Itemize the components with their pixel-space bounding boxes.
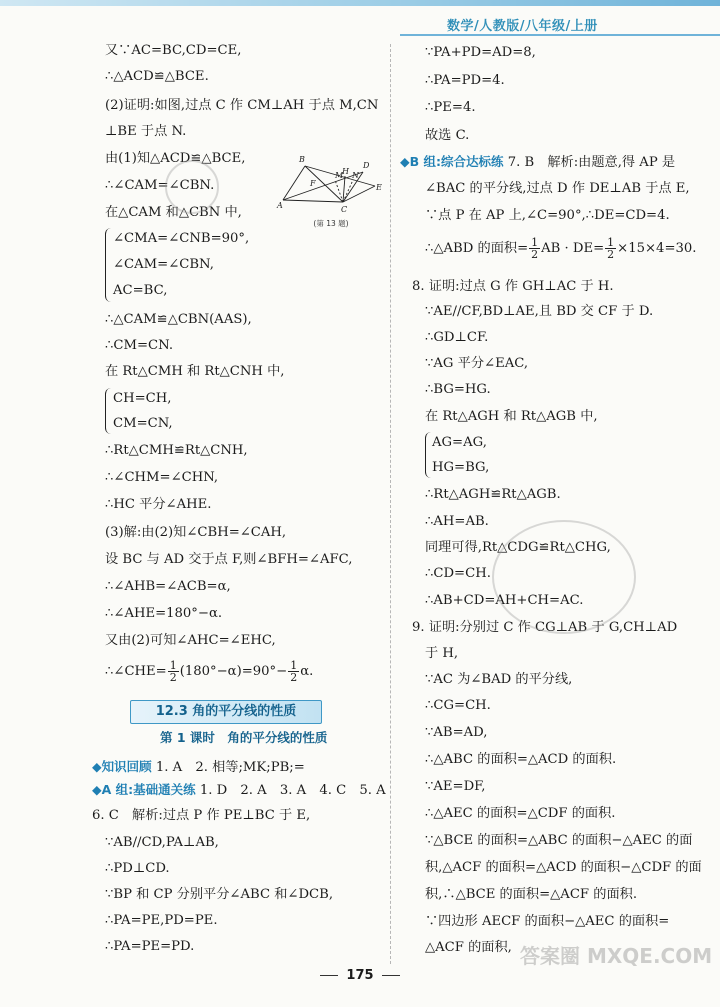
text-line: ∵四边形 AECF 的面积−△AEC 的面积= — [425, 914, 670, 929]
text-line: ∴△AEC 的面积=△CDF 的面积. — [425, 806, 616, 821]
text-line: ∴∠AHE=180°−α. — [105, 606, 223, 621]
system-brace — [425, 432, 432, 478]
text-line: 积,△ACF 的面积=△ACD 的面积−△CDF 的面 — [425, 860, 702, 875]
text-line: ∵AC 为∠BAD 的平分线, — [425, 672, 573, 687]
text-line: ∴Rt△CMH≌Rt△CNH, — [105, 443, 248, 458]
text-line: 8. 证明:过点 G 作 GH⊥AC 于 H. — [412, 279, 614, 294]
header-band — [0, 0, 720, 6]
label-b: B — [299, 155, 305, 164]
text-line: ∵△BCE 的面积=△ABC 的面积−△AEC 的面 — [425, 833, 693, 848]
section-banner: 12.3 角的平分线的性质 — [130, 700, 322, 724]
text-line: ◆A 组:基础通关练 1. D 2. A 3. A 4. C 5. A — [92, 782, 386, 798]
text-line: 故选 C. — [425, 128, 470, 143]
label-c: C — [341, 205, 348, 214]
text-line: ∴PD⊥CD. — [105, 861, 170, 876]
text-line: ∴PA=PE,PD=PE. — [105, 913, 218, 928]
text-line: 在 Rt△AGH 和 Rt△AGB 中, — [425, 409, 598, 424]
text-line: ◆B 组:综合达标练 7. B 解析:由题意,得 AP 是 — [400, 154, 676, 170]
text-line: ∵点 P 在 AP 上,∠C=90°,∴DE=CD=4. — [425, 208, 670, 223]
label-a: A — [277, 201, 283, 210]
label-f: F — [310, 179, 316, 188]
text-line: CM=CN, — [113, 416, 173, 431]
header-title: 数学/人教版/八年级/上册 — [447, 19, 598, 34]
label-h: H — [342, 167, 349, 176]
text-line: ∵AB//CD,PA⊥AB, — [105, 835, 219, 850]
fraction: $\frac{1}{2}$ — [290, 659, 298, 684]
text-line: ∵PA+PD=AD=8, — [425, 45, 536, 60]
text-line: ∴PA=PD=4. — [425, 73, 505, 88]
formula-lead: ∴∠CHE= — [105, 664, 167, 679]
text-line: ∠BAC 的平分线,过点 D 作 DE⊥AB 于点 E, — [425, 181, 690, 196]
site-watermark: 答案圈 MXQE.COM — [520, 944, 713, 968]
text-line: ◆知识回顾 1. A 2. 相等;MK;PB;= — [92, 759, 305, 775]
fraction: $\frac{1}{2}$ — [607, 236, 615, 261]
text-line: ∵BP 和 CP 分别平分∠ABC 和∠DCB, — [105, 887, 334, 902]
text-line: AG=AG, — [432, 435, 487, 450]
text-line: ∴AB+CD=AH+CH=AC. — [425, 593, 584, 608]
text-line: ∴AH=AB. — [425, 514, 489, 529]
fraction: $\frac{1}{2}$ — [169, 659, 177, 684]
column-divider — [390, 44, 391, 964]
text-line: (3)解:由(2)知∠CBH=∠CAH, — [105, 525, 287, 540]
page-number: 175 — [0, 968, 720, 983]
text-line: ∴PA=PE=PD. — [105, 939, 195, 954]
stamp-watermark-small — [165, 160, 219, 214]
text-line: (2)证明:如图,过点 C 作 CM⊥AH 于点 M,CN — [105, 98, 379, 113]
text-line: ∵AE//CF,BD⊥AE,且 BD 交 CF 于 D. — [425, 304, 654, 319]
text-line: ∴Rt△AGH≌Rt△AGB. — [425, 487, 561, 502]
label-n: N — [352, 171, 359, 180]
text-line: 同理可得,Rt△CDG≌Rt△CHG, — [425, 540, 611, 555]
system-brace — [105, 228, 112, 302]
text-line: 在 Rt△CMH 和 Rt△CNH 中, — [105, 364, 285, 379]
header-rule — [400, 34, 720, 36]
text-line: 于 H, — [425, 646, 459, 661]
label-m: M — [335, 171, 344, 180]
lesson-title: 第 1 课时 角的平分线的性质 — [160, 730, 328, 745]
text-line: ∴PE=4. — [425, 100, 476, 115]
text-line: ∴△CAM≌△CBN(AAS), — [105, 312, 252, 327]
text-line: ∴BG=HG. — [425, 382, 491, 397]
system-brace — [105, 388, 112, 434]
text-line: CH=CH, — [113, 391, 172, 406]
text-line: ∠CAM=∠CBN, — [113, 257, 214, 272]
page-header — [0, 0, 720, 36]
formula-line: ∴∠CHE= $\frac{1}{2}$ (180°−α)=90°− $\frac{1}{2}$ α. — [105, 659, 314, 684]
text-line: ∵AB=AD, — [425, 725, 488, 740]
text-line: HG=BG, — [432, 460, 490, 475]
text-line: 在△CAM 和△CBN 中, — [105, 205, 242, 220]
text-line: 6. C 解析:过点 P 作 PE⊥BC 于 E, — [92, 808, 311, 823]
text-line: △ACF 的面积, — [425, 940, 512, 955]
geometry-diagram — [275, 150, 387, 230]
fraction: $\frac{1}{2}$ — [531, 236, 539, 261]
text-line: ∵AE=DF, — [425, 779, 486, 794]
text-line: AC=BC, — [113, 283, 168, 298]
text-line: ∠CMA=∠CNB=90°, — [113, 231, 250, 246]
geometry-figure — [275, 150, 387, 230]
text-line: 9. 证明:分别过 C 作 CG⊥AB 于 G,CH⊥AD — [412, 620, 678, 635]
label-d: D — [363, 161, 370, 170]
text-line: ∵AG 平分∠EAC, — [425, 356, 529, 371]
text-line: ∴CM=CN. — [105, 338, 174, 353]
label-e: E — [376, 183, 382, 192]
text-line: ∴CG=CH. — [425, 698, 491, 713]
text-line: 积,∴△BCE 的面积=△ACF 的面积. — [425, 887, 638, 902]
text-line: ∴△ABC 的面积=△ACD 的面积. — [425, 752, 617, 767]
text-line: ∴CD=CH. — [425, 566, 491, 581]
text-line: ∴HC 平分∠AHE. — [105, 497, 212, 512]
text-line: ∴GD⊥CF. — [425, 330, 489, 345]
text-line: ⊥BE 于点 N. — [105, 124, 187, 139]
text-line: ∴∠CAM=∠CBN. — [105, 178, 215, 193]
stamp-watermark — [492, 520, 636, 634]
text-line: 设 BC 与 AD 交于点 F,则∠BFH=∠AFC, — [105, 552, 353, 567]
text-line: 又由(2)可知∠AHC=∠EHC, — [105, 633, 276, 648]
diagram-caption: (第 13 题) — [313, 219, 349, 228]
text-line: ∴∠CHM=∠CHN, — [105, 470, 219, 485]
text-line: ∴△ACD≌△BCE. — [105, 69, 209, 84]
formula-line: ∴△ABD 的面积= $\frac{1}{2}$ AB · DE= $\frac{1}{2}$ ×15×4=30. — [425, 236, 697, 261]
text-line: 由(1)知△ACD≌△BCE, — [105, 151, 246, 166]
text-line: ∴∠AHB=∠ACB=α, — [105, 579, 231, 594]
text-line: 又∵AC=BC,CD=CE, — [105, 43, 242, 58]
